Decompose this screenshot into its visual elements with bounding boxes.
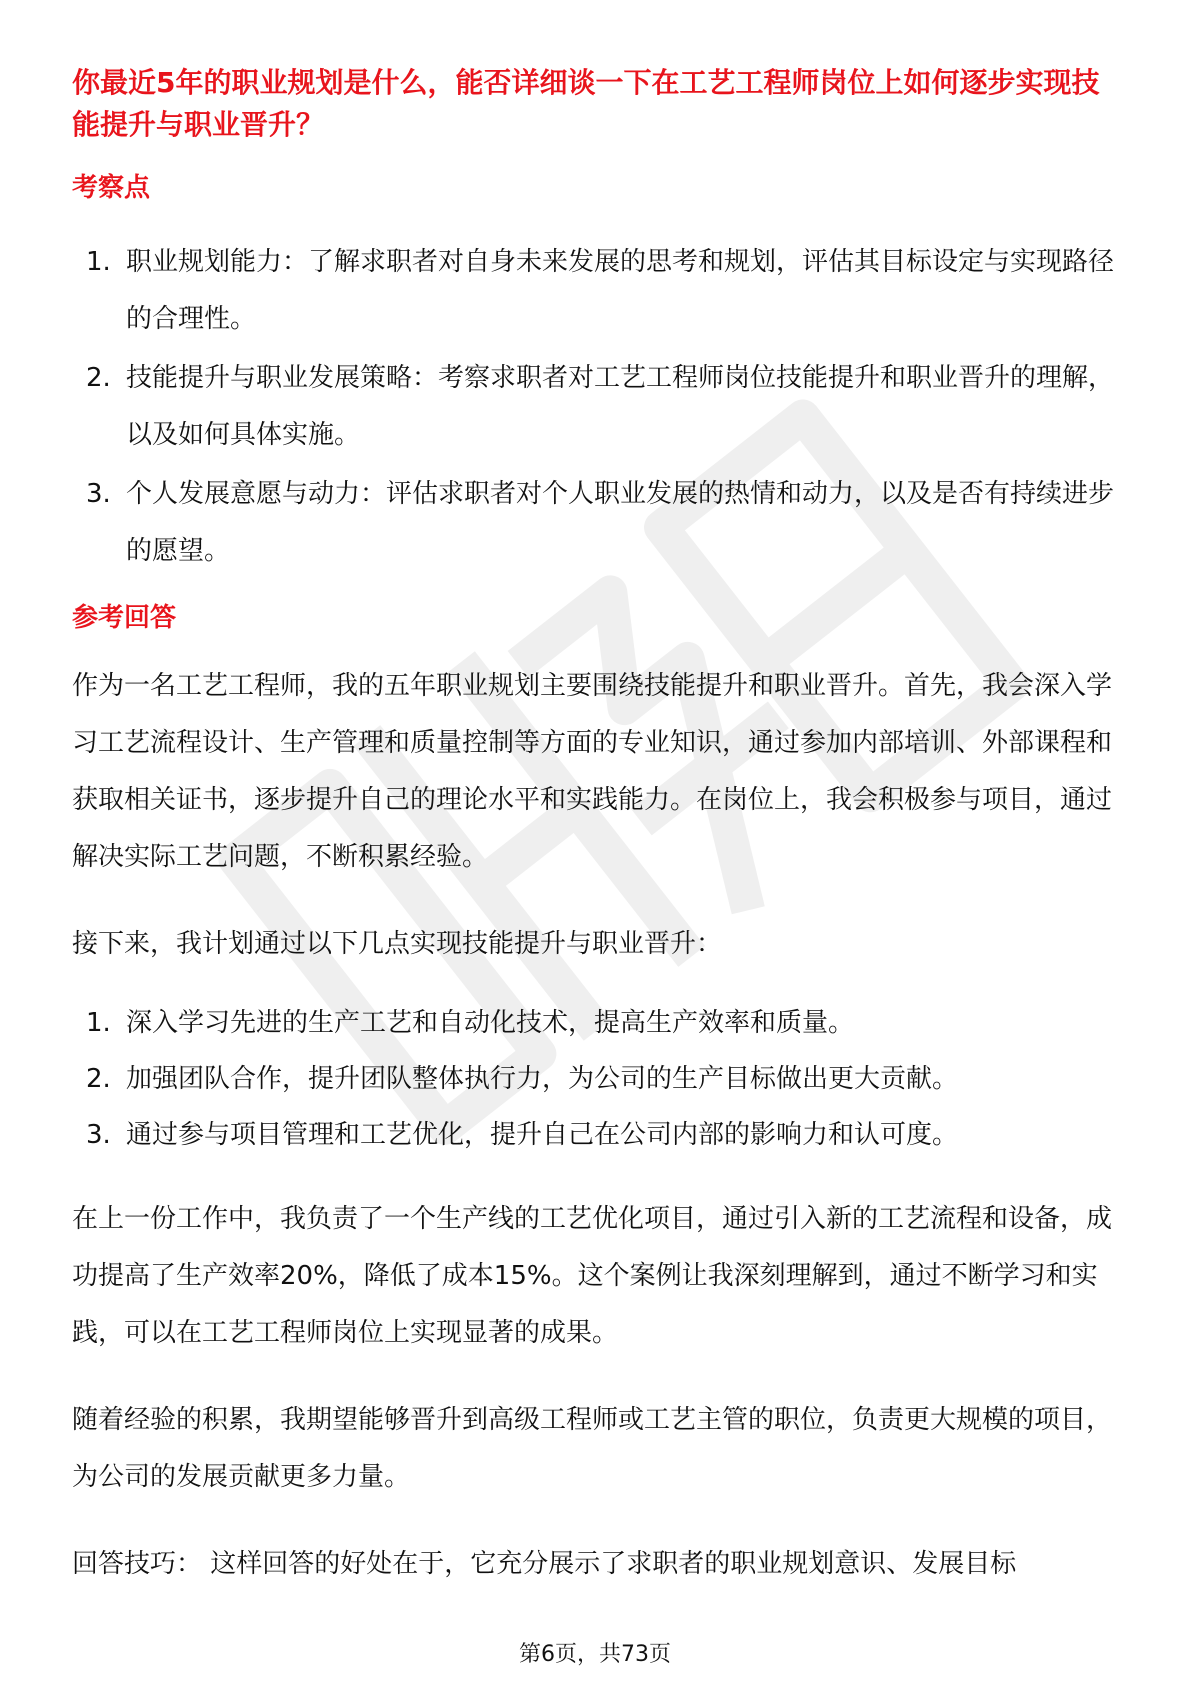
answer-paragraph-4: 随着经验的积累，我期望能够晋升到高级工程师或工艺主管的职位，负责更大规模的项目，为公司的发展贡献更多力量。 [72, 1405, 1113, 1492]
list-item-text: 加强团队合作，提升团队整体执行力，为公司的生产目标做出更大贡献。 [126, 1064, 959, 1094]
answer-paragraph-1: 作为一名工艺工程师，我的五年职业规划主要围绕技能提升和职业晋升。首先，我会深入学习工艺流程设计、生产管理和质量控制等方面的专业知识，通过参加内部培训、外部课程和获取相关证书，逐步提升自己的理论水平和实践能力。在岗位上，我会积极参与项目，通过解决实际工艺问题，不断积累经验。 [72, 671, 1113, 872]
list-item-text: 深入学习先进的生产工艺和自动化技术，提高生产效率和质量。 [126, 1008, 855, 1038]
page-number: 第6页，共73页 [519, 1642, 671, 1667]
reference-answer-title: 参考回答 [72, 603, 177, 633]
list-item [72, 1115, 1122, 1155]
exam-points-list [72, 234, 1122, 580]
list-item [72, 1003, 1122, 1043]
list-item-text: 通过参与项目管理和工艺优化，提升自己在公司内部的影响力和认可度。 [126, 1120, 959, 1150]
list-item-number: 3. [86, 479, 111, 509]
question-heading: 你最近5年的职业规划是什么，能否详细谈一下在工艺工程师岗位上如何逐步实现技能提升与职业晋升？ [72, 66, 1100, 141]
list-item [72, 350, 1122, 464]
answer-paragraph-3: 在上一份工作中，我负责了一个生产线的工艺优化项目，通过引入新的工艺流程和设备，成功提高了生产效率20%，降低了成本15%。这个案例让我深刻理解到，通过不断学习和实践，可以在工艺工程师岗位上实现显著的成果。 [72, 1204, 1113, 1348]
list-item [72, 466, 1122, 580]
list-item-text: 个人发展意愿与动力：评估求职者对个人职业发展的热情和动力，以及是否有持续进步的愿望。 [126, 479, 1115, 566]
list-item-number: 1. [86, 247, 111, 277]
answer-plan-list [72, 1003, 1122, 1155]
answer-tips-paragraph: 回答技巧： 这样回答的好处在于，它充分展示了求职者的职业规划意识、发展目标 [72, 1549, 1017, 1579]
list-item-number: 1. [86, 1008, 111, 1038]
list-item-text: 职业规划能力：了解求职者对自身未来发展的思考和规划，评估其目标设定与实现路径的合理性。 [126, 247, 1115, 334]
exam-points-title: 考察点 [72, 173, 151, 203]
list-item-text: 技能提升与职业发展策略：考察求职者对工艺工程师岗位技能提升和职业晋升的理解，以及如何具体实施。 [126, 363, 1115, 450]
list-item-number: 3. [86, 1120, 111, 1150]
list-item-number: 2. [86, 1064, 111, 1094]
list-item [72, 234, 1122, 348]
document-content [72, 62, 1122, 1593]
list-item-number: 2. [86, 363, 111, 393]
list-item [72, 1059, 1122, 1099]
answer-paragraph-2: 接下来，我计划通过以下几点实现技能提升与职业晋升： [72, 929, 723, 959]
